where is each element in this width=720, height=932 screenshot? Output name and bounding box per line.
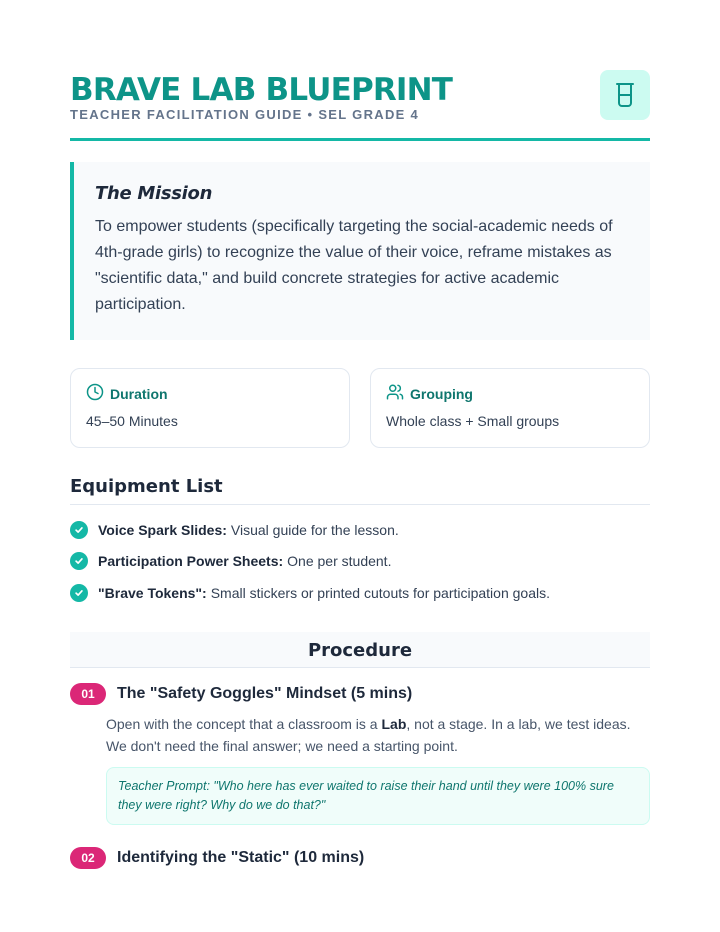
page-header xyxy=(70,70,650,142)
step-title: Identifying the "Static" (10 mins) xyxy=(117,849,365,866)
duration-card xyxy=(70,368,350,448)
duration-label: Duration xyxy=(110,386,168,402)
grouping-value: Whole class + Small groups xyxy=(386,413,560,429)
equipment-name: Participation Power Sheets: xyxy=(98,553,284,569)
check-icon xyxy=(70,552,88,570)
step-title: The "Safety Goggles" Mindset (5 mins) xyxy=(117,685,413,702)
mission-panel xyxy=(70,162,650,340)
step-number-badge: 02 xyxy=(70,847,106,869)
step-text: , not a stage. In a lab, we test ideas. We don't need the final answer; we need a starting point. xyxy=(106,716,631,754)
grouping-card xyxy=(370,368,650,448)
header-divider xyxy=(70,138,650,141)
step-description xyxy=(106,713,650,757)
duration-value: 45–50 Minutes xyxy=(86,413,178,429)
equipment-desc: One per student. xyxy=(287,553,392,569)
equipment-desc: Visual guide for the lesson. xyxy=(230,522,399,538)
list-item xyxy=(70,550,650,572)
page-title: BRAVE LAB BLUEPRINT xyxy=(70,72,453,108)
step-text: Open with the concept that a classroom is a xyxy=(106,716,382,732)
equipment-heading: Equipment List xyxy=(70,476,650,505)
check-icon xyxy=(70,584,88,602)
mission-title: The Mission xyxy=(95,183,213,204)
equipment-name: "Brave Tokens": xyxy=(98,585,207,601)
step-header xyxy=(70,682,650,706)
equipment-desc: Small stickers or printed cutouts for participation goals. xyxy=(210,585,550,601)
clock-icon xyxy=(86,383,104,406)
beaker-icon xyxy=(600,70,650,120)
check-icon xyxy=(70,521,88,539)
step-header xyxy=(70,846,650,870)
grouping-label: Grouping xyxy=(410,386,473,402)
list-item xyxy=(70,519,650,541)
mission-text: To empower students (specifically targeting the social-academic needs of 4th-grade girls) to recognize the value of their voice, reframe mistakes as "scientific data," and build concrete strategies for active academic participation. xyxy=(95,218,613,313)
step-number-badge: 01 xyxy=(70,683,106,705)
step-text-emphasis: Lab xyxy=(381,716,407,732)
procedure-heading: Procedure xyxy=(70,632,650,668)
teacher-prompt: Teacher Prompt: "Who here has ever waited to raise their hand until they were 100% sure they were right? Why do we do that?" xyxy=(106,767,650,825)
users-icon xyxy=(386,383,404,406)
page-subtitle: TEACHER FACILITATION GUIDE • SEL GRADE 4 xyxy=(70,107,420,122)
list-item xyxy=(70,582,650,604)
equipment-name: Voice Spark Slides: xyxy=(98,522,227,538)
